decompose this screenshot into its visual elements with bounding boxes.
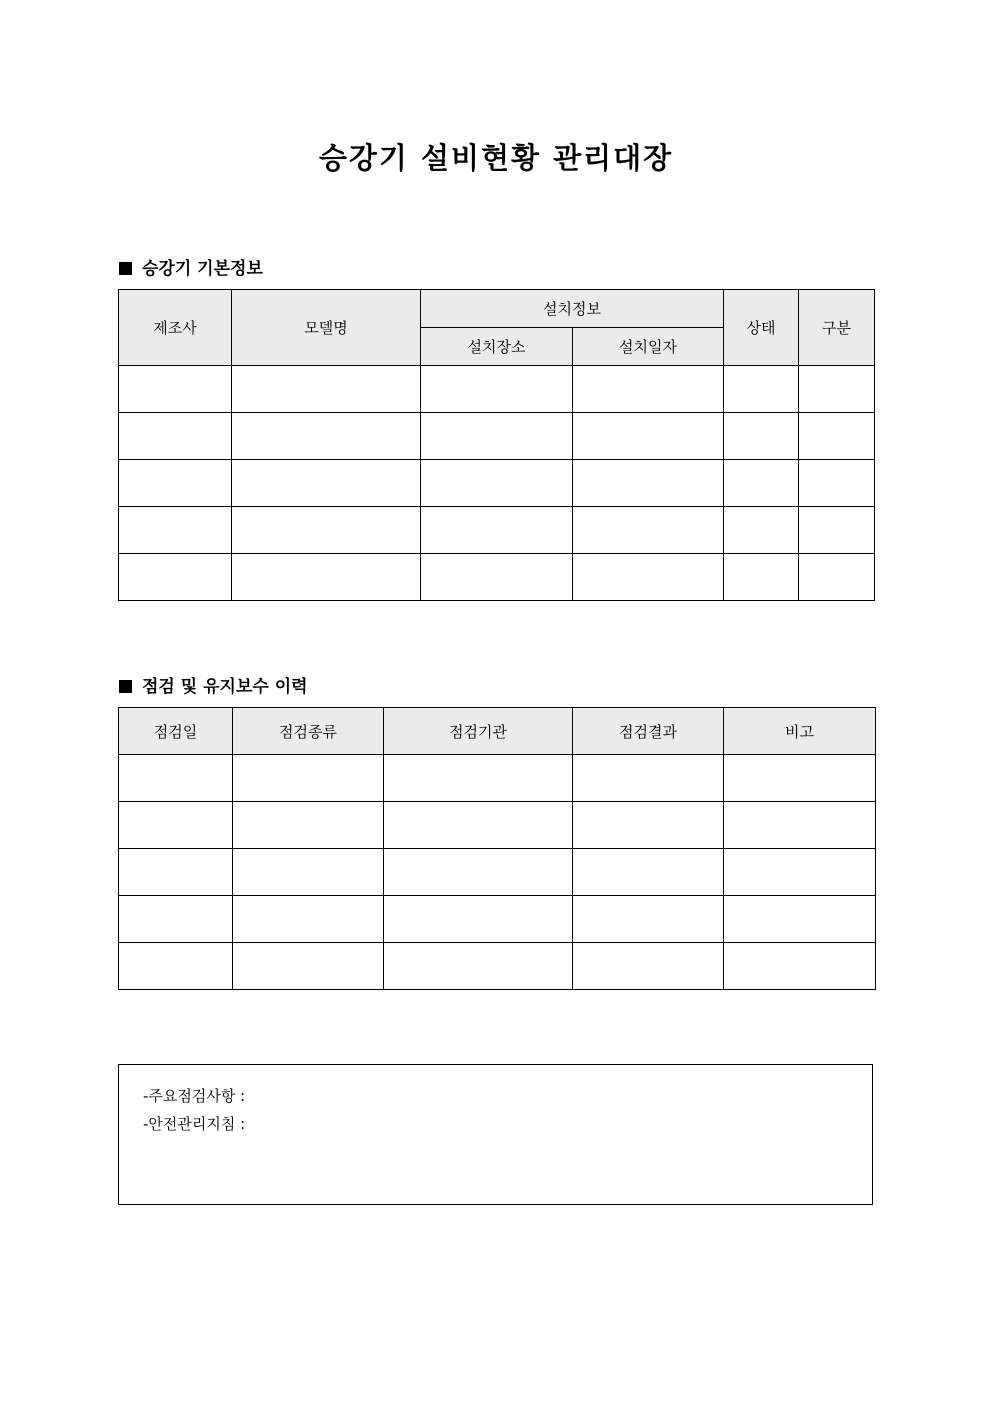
basic-info-table	[118, 289, 875, 601]
section-heading-text: 점검 및 유지보수 이력	[142, 677, 308, 697]
table-cell[interactable]	[724, 849, 876, 896]
table-cell[interactable]	[232, 507, 421, 554]
table-cell[interactable]	[119, 554, 232, 601]
table-cell[interactable]	[573, 943, 724, 990]
table-cell[interactable]	[724, 554, 799, 601]
table-cell[interactable]	[573, 896, 724, 943]
table-cell[interactable]	[573, 413, 724, 460]
table-cell[interactable]	[233, 802, 384, 849]
table-cell[interactable]	[421, 366, 573, 413]
table-row	[119, 755, 876, 802]
safety-guidelines-label: -안전관리지침 :	[143, 1115, 246, 1133]
header-inspection-agency: 점검기관	[384, 708, 573, 755]
maintenance-table	[118, 707, 876, 990]
table-cell[interactable]	[573, 554, 724, 601]
table-row	[119, 366, 875, 413]
table-cell[interactable]	[573, 460, 724, 507]
table-cell[interactable]	[232, 413, 421, 460]
table-cell[interactable]	[384, 943, 573, 990]
table-cell[interactable]	[724, 896, 876, 943]
table-cell[interactable]	[384, 849, 573, 896]
table-cell[interactable]	[421, 460, 573, 507]
table-cell[interactable]	[119, 460, 232, 507]
table-cell[interactable]	[799, 554, 875, 601]
table-cell[interactable]	[119, 943, 233, 990]
table-cell[interactable]	[421, 554, 573, 601]
table-cell[interactable]	[233, 896, 384, 943]
table-cell[interactable]	[119, 507, 232, 554]
square-bullet-icon	[119, 680, 132, 693]
table-cell[interactable]	[384, 755, 573, 802]
table-cell[interactable]	[119, 366, 232, 413]
section-heading-maintenance	[119, 672, 308, 697]
table-cell[interactable]	[233, 755, 384, 802]
key-inspection-items-label: -주요점검사항 :	[143, 1087, 246, 1105]
table-row	[119, 943, 876, 990]
header-manufacturer: 제조사	[119, 290, 232, 366]
table-cell[interactable]	[232, 554, 421, 601]
header-inspection-result: 점검결과	[573, 708, 724, 755]
table-cell[interactable]	[573, 366, 724, 413]
table-cell[interactable]	[119, 896, 233, 943]
table-cell[interactable]	[724, 366, 799, 413]
table-cell[interactable]	[421, 413, 573, 460]
table-cell[interactable]	[724, 943, 876, 990]
table-cell[interactable]	[119, 849, 233, 896]
table-row	[119, 554, 875, 601]
table-row	[119, 896, 876, 943]
notes-box[interactable]	[118, 1064, 873, 1205]
header-inspection-type: 점검종류	[233, 708, 384, 755]
square-bullet-icon	[119, 262, 132, 275]
table-cell[interactable]	[119, 755, 233, 802]
table-cell[interactable]	[573, 755, 724, 802]
table-cell[interactable]	[799, 507, 875, 554]
table-cell[interactable]	[799, 366, 875, 413]
table-cell[interactable]	[119, 413, 232, 460]
table-cell[interactable]	[799, 460, 875, 507]
table-row	[119, 849, 876, 896]
table-cell[interactable]	[233, 849, 384, 896]
table-cell[interactable]	[232, 460, 421, 507]
table-cell[interactable]	[799, 413, 875, 460]
table-cell[interactable]	[384, 802, 573, 849]
header-install-location: 설치장소	[421, 328, 573, 366]
table-cell[interactable]	[119, 802, 233, 849]
table-row	[119, 507, 875, 554]
section-heading-basic-info	[119, 254, 263, 279]
table-cell[interactable]	[233, 943, 384, 990]
header-remarks: 비고	[724, 708, 876, 755]
table-cell[interactable]	[724, 507, 799, 554]
table-cell[interactable]	[724, 755, 876, 802]
page-title: 승강기 설비현황 관리대장	[318, 141, 674, 175]
table-cell[interactable]	[384, 896, 573, 943]
table-cell[interactable]	[724, 460, 799, 507]
header-inspection-date: 점검일	[119, 708, 233, 755]
table-cell[interactable]	[573, 507, 724, 554]
table-cell[interactable]	[573, 849, 724, 896]
table-row	[119, 802, 876, 849]
table-cell[interactable]	[573, 802, 724, 849]
section-heading-text: 승강기 기본정보	[142, 259, 263, 279]
header-status: 상태	[724, 290, 799, 366]
table-row	[119, 413, 875, 460]
table-cell[interactable]	[724, 802, 876, 849]
header-install-info: 설치정보	[421, 290, 724, 328]
table-cell[interactable]	[421, 507, 573, 554]
header-model: 모델명	[232, 290, 421, 366]
table-cell[interactable]	[232, 366, 421, 413]
header-category: 구분	[799, 290, 875, 366]
header-install-date: 설치일자	[573, 328, 724, 366]
table-row	[119, 460, 875, 507]
table-cell[interactable]	[724, 413, 799, 460]
